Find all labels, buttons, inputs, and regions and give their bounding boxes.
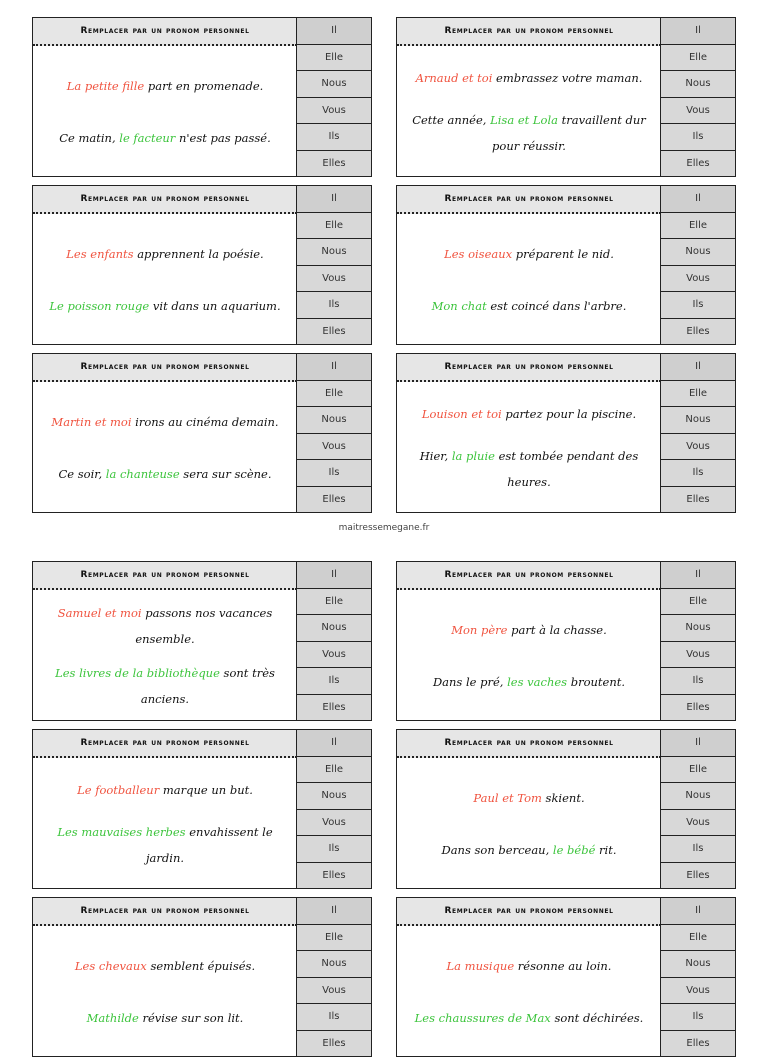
sentence-prefix: Ce matin, xyxy=(59,130,120,145)
subject-highlight: les vaches xyxy=(507,674,568,689)
sentence-rest: vit dans un aquarium. xyxy=(149,298,281,313)
sentence-2 xyxy=(43,461,287,487)
card-title: Remplacer par un pronom personnel xyxy=(397,562,661,590)
pronoun-il: Il xyxy=(297,898,371,925)
card-body xyxy=(397,384,661,512)
pronoun-nous: Nous xyxy=(297,951,371,978)
sentence-rest: n'est pas passé. xyxy=(175,130,271,145)
pronoun-ils: Ils xyxy=(297,292,371,319)
pronoun-column xyxy=(296,354,371,512)
sentence-1 xyxy=(43,953,287,979)
sentence-rest: skient. xyxy=(541,791,585,806)
card-body xyxy=(33,216,297,344)
pronoun-il: Il xyxy=(297,354,371,381)
card-title: Remplacer par un pronom personnel xyxy=(33,562,297,590)
subject-highlight: Arnaud et toi xyxy=(415,70,493,85)
pronoun-vous: Vous xyxy=(297,642,371,669)
card-main xyxy=(33,186,297,344)
pronoun-ils: Ils xyxy=(661,1004,735,1031)
subject-highlight: La petite fille xyxy=(66,79,145,94)
subject-highlight: Lisa et Lola xyxy=(490,113,559,128)
subject-highlight: Paul et Tom xyxy=(473,791,542,806)
pronoun-elles: Elles xyxy=(661,1031,735,1057)
exercise-card xyxy=(32,185,372,345)
sentence-2 xyxy=(407,1005,651,1031)
pronoun-nous: Nous xyxy=(297,239,371,266)
pronoun-vous: Vous xyxy=(297,98,371,125)
sentence-rest: révise sur son lit. xyxy=(138,1010,244,1025)
sentence-2 xyxy=(407,669,651,695)
sentence-prefix: Dans son berceau, xyxy=(441,842,553,857)
card-body xyxy=(397,216,661,344)
pronoun-ils: Ils xyxy=(661,460,735,487)
sentence-1 xyxy=(43,600,287,652)
pronoun-ils: Ils xyxy=(661,124,735,151)
sentence-prefix: Ce soir, xyxy=(58,466,106,481)
pronoun-column xyxy=(296,898,371,1056)
sentence-rest: sont déchirées. xyxy=(550,1010,644,1025)
pronoun-elle: Elle xyxy=(661,45,735,72)
pronoun-vous: Vous xyxy=(661,266,735,293)
sentence-2 xyxy=(43,819,287,871)
pronoun-column xyxy=(660,354,735,512)
card-main xyxy=(397,18,661,176)
subject-highlight: Les chevaux xyxy=(74,959,147,974)
pronoun-ils: Ils xyxy=(297,460,371,487)
pronoun-elles: Elles xyxy=(297,863,371,889)
sentence-1 xyxy=(43,241,287,267)
pronoun-column xyxy=(296,186,371,344)
pronoun-vous: Vous xyxy=(297,434,371,461)
pronoun-il: Il xyxy=(661,186,735,213)
pronoun-vous: Vous xyxy=(661,642,735,669)
sentence-rest: partez pour la piscine. xyxy=(501,406,637,421)
pronoun-nous: Nous xyxy=(661,71,735,98)
sentence-rest: broutent. xyxy=(567,674,626,689)
pronoun-il: Il xyxy=(661,730,735,757)
sentence-1 xyxy=(407,401,651,427)
card-title: Remplacer par un pronom personnel xyxy=(33,186,297,214)
card-title: Remplacer par un pronom personnel xyxy=(33,18,297,46)
pronoun-nous: Nous xyxy=(661,951,735,978)
card-title: Remplacer par un pronom personnel xyxy=(397,730,661,758)
sentence-prefix: Cette année, xyxy=(412,113,491,128)
pronoun-elle: Elle xyxy=(661,381,735,408)
pronoun-column xyxy=(296,562,371,720)
pronoun-column xyxy=(660,186,735,344)
subject-highlight: Mon chat xyxy=(431,298,487,313)
pronoun-elle: Elle xyxy=(297,925,371,952)
pronoun-elles: Elles xyxy=(297,151,371,177)
card-body xyxy=(397,760,661,888)
pronoun-elle: Elle xyxy=(661,589,735,616)
sentence-rest: irons au cinéma demain. xyxy=(131,415,279,430)
card-title: Remplacer par un pronom personnel xyxy=(397,186,661,214)
exercise-card xyxy=(32,729,372,889)
pronoun-il: Il xyxy=(297,730,371,757)
card-title: Remplacer par un pronom personnel xyxy=(33,354,297,382)
card-main xyxy=(397,730,661,888)
sentence-rest: est coincé dans l'arbre. xyxy=(486,298,627,313)
subject-highlight: Le poisson rouge xyxy=(49,298,150,313)
pronoun-il: Il xyxy=(297,186,371,213)
subject-highlight: Samuel et moi xyxy=(57,606,142,620)
pronoun-il: Il xyxy=(297,18,371,45)
pronoun-elle: Elle xyxy=(297,45,371,72)
sentence-rest: préparent le nid. xyxy=(512,247,614,262)
card-body xyxy=(397,928,661,1056)
pronoun-elle: Elle xyxy=(297,757,371,784)
pronoun-ils: Ils xyxy=(661,836,735,863)
pronoun-elles: Elles xyxy=(297,319,371,345)
pronoun-ils: Ils xyxy=(297,124,371,151)
pronoun-vous: Vous xyxy=(661,98,735,125)
pronoun-nous: Nous xyxy=(661,783,735,810)
card-title: Remplacer par un pronom personnel xyxy=(33,730,297,758)
sentence-rest: apprennent la poésie. xyxy=(133,247,264,262)
card-body xyxy=(397,592,661,720)
exercise-card xyxy=(396,185,736,345)
subject-highlight: le facteur xyxy=(119,130,176,145)
card-body xyxy=(33,592,297,720)
sentence-rest: part à la chasse. xyxy=(507,623,607,638)
sentence-2 xyxy=(43,293,287,319)
subject-highlight: Mon père xyxy=(451,623,508,638)
sentence-1 xyxy=(407,953,651,979)
sentence-2 xyxy=(43,125,287,151)
pronoun-nous: Nous xyxy=(297,407,371,434)
subject-highlight: Martin et moi xyxy=(51,415,132,430)
sentence-prefix: Hier, xyxy=(419,449,452,464)
card-body xyxy=(397,48,661,176)
subject-highlight: Les enfants xyxy=(66,247,134,262)
pronoun-nous: Nous xyxy=(661,615,735,642)
pronoun-vous: Vous xyxy=(297,810,371,837)
card-main xyxy=(33,354,297,512)
sentence-2 xyxy=(407,293,651,319)
sentence-2 xyxy=(407,443,651,495)
subject-highlight: Les chaussures de Max xyxy=(414,1010,551,1025)
pronoun-elle: Elle xyxy=(297,589,371,616)
sentence-1 xyxy=(43,409,287,435)
subject-highlight: Mathilde xyxy=(86,1010,139,1025)
card-title: Remplacer par un pronom personnel xyxy=(397,354,661,382)
card-main xyxy=(33,562,297,720)
pronoun-column xyxy=(296,730,371,888)
sentence-rest: sera sur scène. xyxy=(179,466,272,481)
card-body xyxy=(33,48,297,176)
sentence-2 xyxy=(43,660,287,712)
pronoun-ils: Ils xyxy=(297,1004,371,1031)
subject-highlight: Le footballeur xyxy=(77,782,160,797)
sentence-rest: travaillent dur pour réussir. xyxy=(492,113,646,154)
pronoun-column xyxy=(296,18,371,176)
pronoun-ils: Ils xyxy=(297,836,371,863)
pronoun-elles: Elles xyxy=(661,695,735,721)
pronoun-elles: Elles xyxy=(661,319,735,345)
pronoun-column xyxy=(660,562,735,720)
sentence-rest: rit. xyxy=(595,842,617,857)
sentence-rest: semblent épuisés. xyxy=(146,959,256,974)
exercise-card xyxy=(32,897,372,1057)
pronoun-ils: Ils xyxy=(297,668,371,695)
pronoun-vous: Vous xyxy=(297,978,371,1005)
site-footer: maitressemegane.fr xyxy=(338,523,430,533)
pronoun-elles: Elles xyxy=(661,151,735,177)
sentence-rest: passons nos vacances ensemble. xyxy=(135,606,273,646)
subject-highlight: Les oiseaux xyxy=(444,247,513,262)
pronoun-vous: Vous xyxy=(661,810,735,837)
exercise-card xyxy=(32,17,372,177)
pronoun-column xyxy=(660,730,735,888)
sentence-1 xyxy=(43,73,287,99)
pronoun-nous: Nous xyxy=(297,71,371,98)
sentence-2 xyxy=(43,1005,287,1031)
pronoun-elles: Elles xyxy=(297,695,371,721)
pronoun-elles: Elles xyxy=(661,487,735,513)
pronoun-il: Il xyxy=(661,354,735,381)
card-body xyxy=(33,760,297,888)
card-main xyxy=(397,354,661,512)
pronoun-elle: Elle xyxy=(297,381,371,408)
card-main xyxy=(397,898,661,1056)
subject-highlight: la chanteuse xyxy=(105,466,180,481)
pronoun-elles: Elles xyxy=(661,863,735,889)
exercise-card xyxy=(32,561,372,721)
subject-highlight: la pluie xyxy=(451,449,495,464)
exercise-card xyxy=(396,729,736,889)
sentence-1 xyxy=(407,785,651,811)
sentence-1 xyxy=(407,65,651,91)
sentence-rest: part en promenade. xyxy=(144,79,264,94)
pronoun-vous: Vous xyxy=(661,434,735,461)
subject-highlight: Louison et toi xyxy=(421,406,502,421)
card-body xyxy=(33,928,297,1056)
card-body xyxy=(33,384,297,512)
exercise-card xyxy=(396,17,736,177)
exercise-card xyxy=(396,561,736,721)
pronoun-column xyxy=(660,898,735,1056)
sentence-rest: résonne au loin. xyxy=(514,959,612,974)
subject-highlight: Les mauvaises herbes xyxy=(57,825,186,840)
pronoun-ils: Ils xyxy=(661,292,735,319)
exercise-card xyxy=(396,353,736,513)
card-main xyxy=(33,730,297,888)
sentence-prefix: Dans le pré, xyxy=(432,674,508,689)
pronoun-elle: Elle xyxy=(297,213,371,240)
sentence-1 xyxy=(407,617,651,643)
subject-highlight: le bébé xyxy=(552,842,596,857)
card-main xyxy=(33,18,297,176)
subject-highlight: La musique xyxy=(446,959,515,974)
pronoun-elles: Elles xyxy=(297,487,371,513)
pronoun-elle: Elle xyxy=(661,757,735,784)
pronoun-vous: Vous xyxy=(661,978,735,1005)
pronoun-nous: Nous xyxy=(297,615,371,642)
sentence-2 xyxy=(407,107,651,159)
card-main xyxy=(33,898,297,1056)
sentence-rest: sont très anciens. xyxy=(140,666,275,706)
pronoun-elle: Elle xyxy=(661,213,735,240)
card-main xyxy=(397,186,661,344)
card-title: Remplacer par un pronom personnel xyxy=(397,898,661,926)
sentence-rest: marque un but. xyxy=(159,782,253,797)
sentence-1 xyxy=(43,777,287,803)
subject-highlight: Les livres de la bibliothèque xyxy=(55,666,220,680)
pronoun-elle: Elle xyxy=(661,925,735,952)
pronoun-il: Il xyxy=(661,898,735,925)
sentence-1 xyxy=(407,241,651,267)
pronoun-il: Il xyxy=(661,562,735,589)
pronoun-nous: Nous xyxy=(661,407,735,434)
pronoun-ils: Ils xyxy=(661,668,735,695)
pronoun-column xyxy=(660,18,735,176)
card-main xyxy=(397,562,661,720)
sentence-rest: envahissent le jardin. xyxy=(145,825,273,866)
pronoun-nous: Nous xyxy=(661,239,735,266)
sentence-rest: est tombée pendant des heures. xyxy=(494,449,639,490)
exercise-card xyxy=(396,897,736,1057)
pronoun-elles: Elles xyxy=(297,1031,371,1057)
exercise-card xyxy=(32,353,372,513)
sentence-rest: embrassez votre maman. xyxy=(492,70,643,85)
pronoun-il: Il xyxy=(661,18,735,45)
card-title: Remplacer par un pronom personnel xyxy=(397,18,661,46)
card-title: Remplacer par un pronom personnel xyxy=(33,898,297,926)
pronoun-il: Il xyxy=(297,562,371,589)
pronoun-nous: Nous xyxy=(297,783,371,810)
pronoun-vous: Vous xyxy=(297,266,371,293)
sentence-2 xyxy=(407,837,651,863)
